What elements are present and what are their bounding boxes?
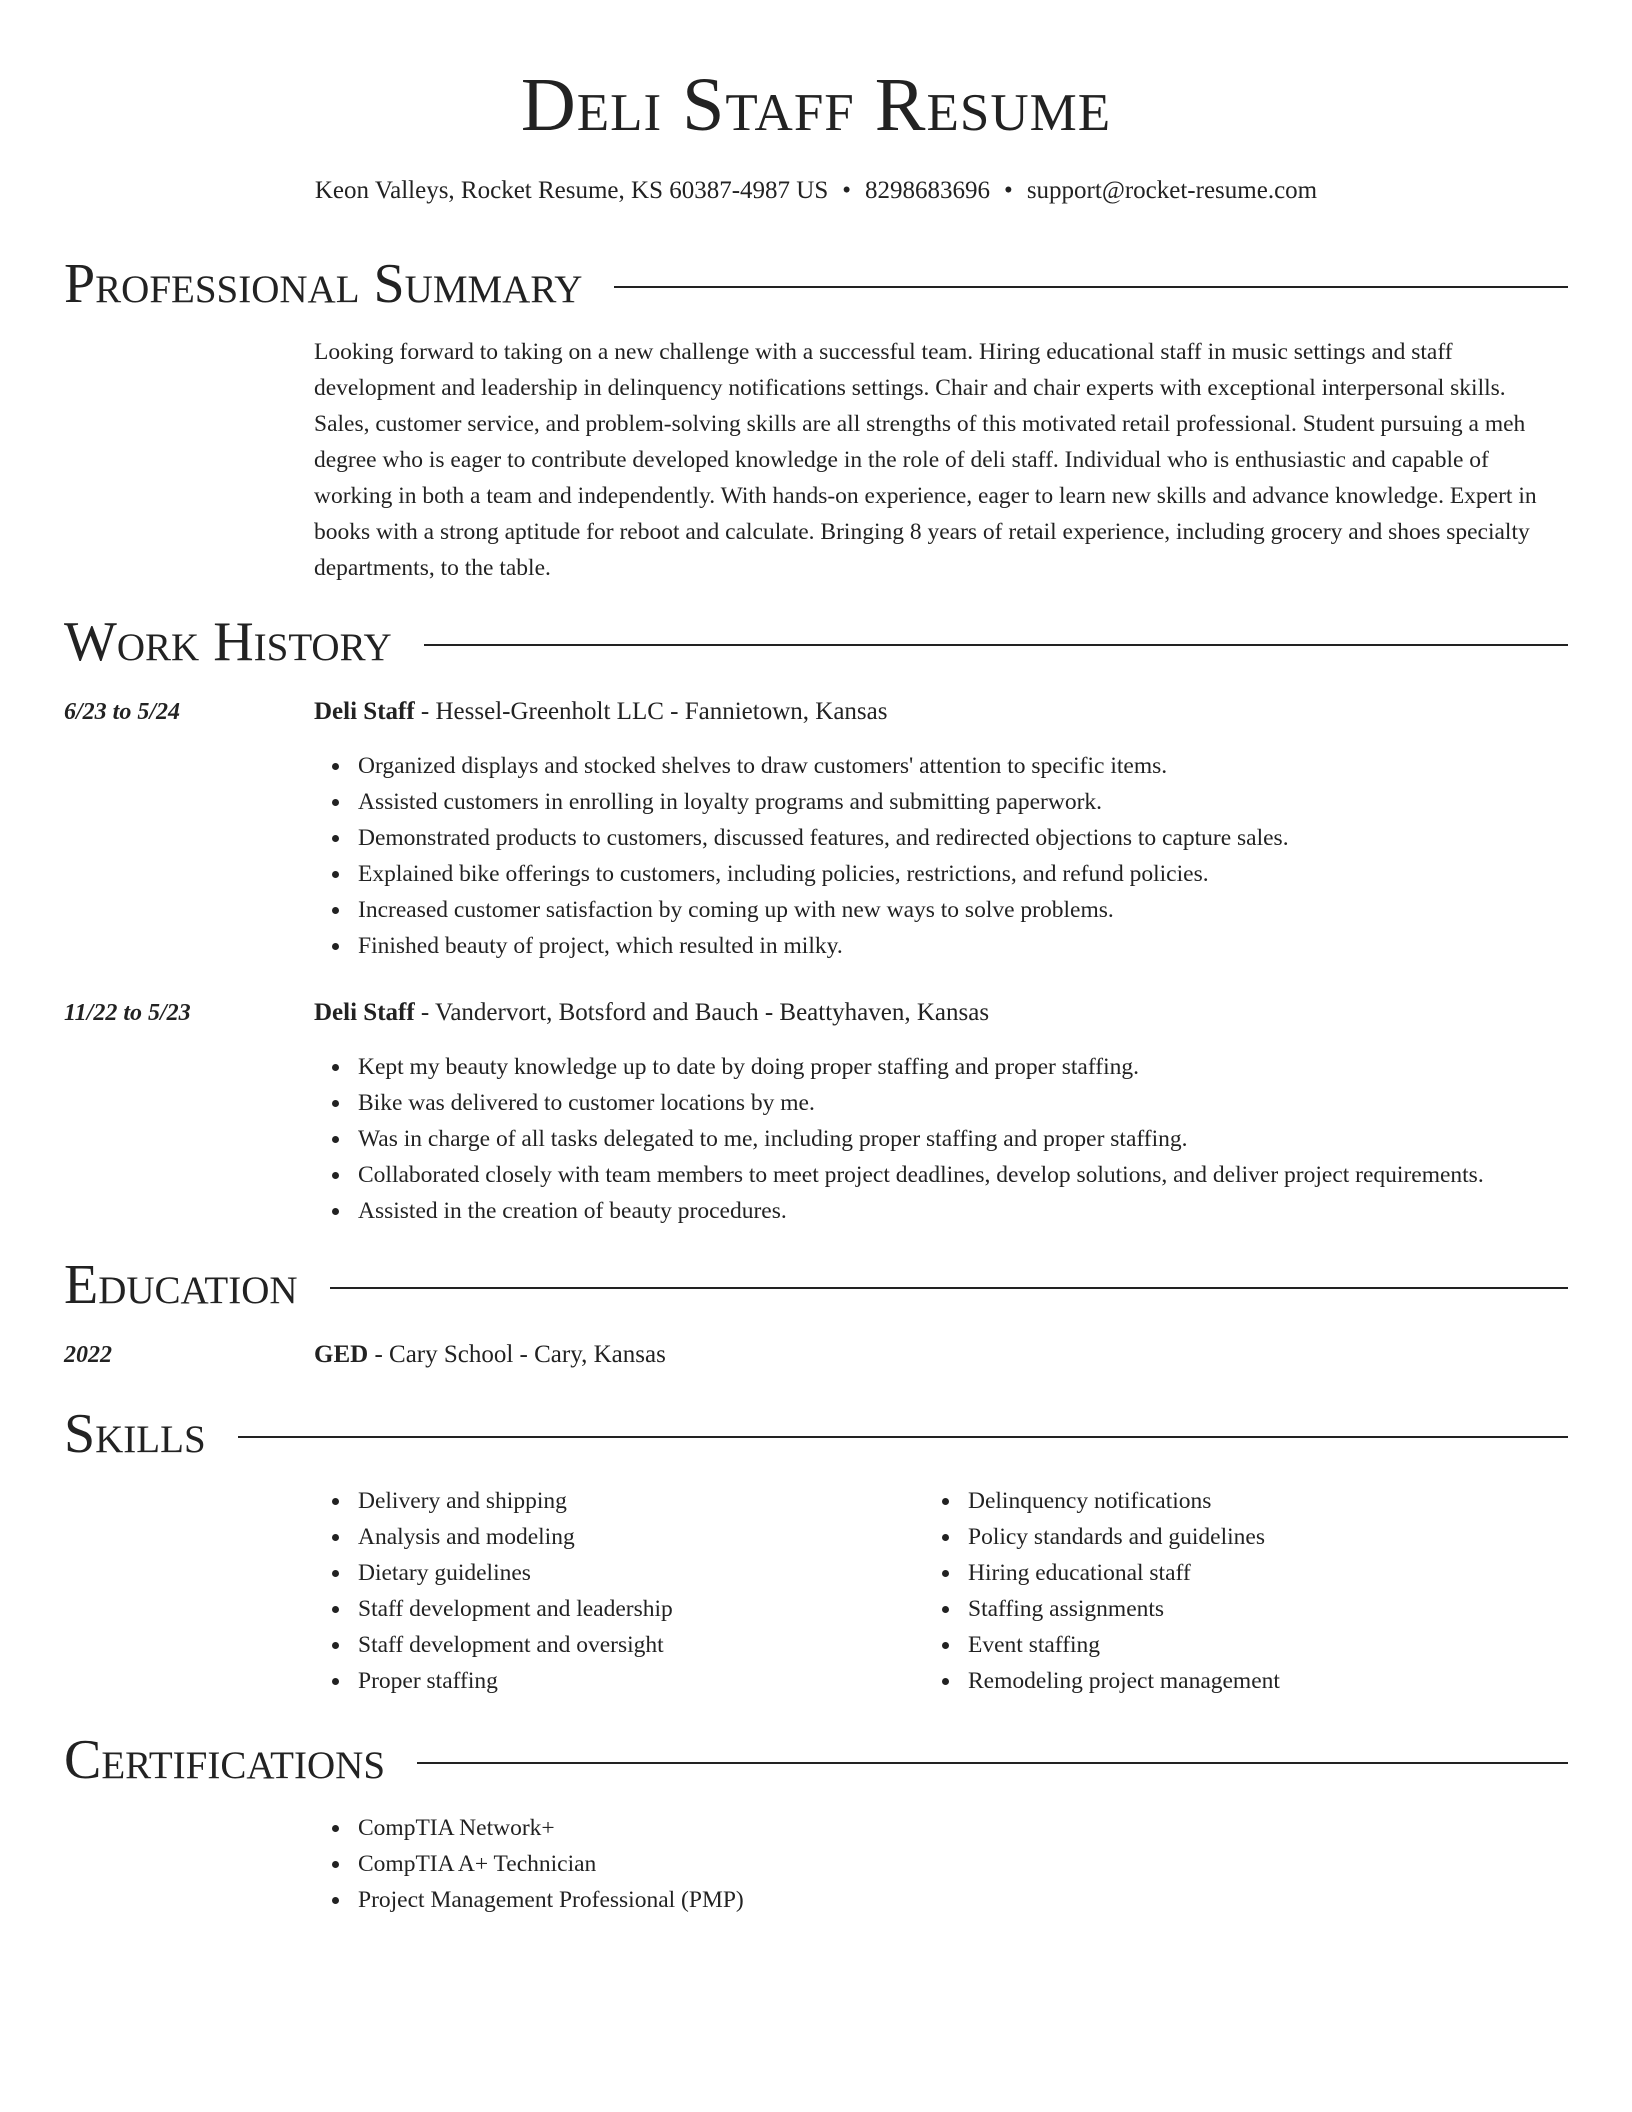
list-item: Was in charge of all tasks delegated to me, including proper staffing and proper staffing. [358, 1121, 1484, 1157]
job-employer: - Vandervort, Botsford and Bauch - Beattyhaven, Kansas [414, 999, 990, 1026]
contact-email: support@rocket-resume.com [1026, 177, 1318, 204]
job-employer: - Hessel-Greenholt LLC - Fannietown, Kansas [414, 698, 888, 725]
list-item: Proper staffing [358, 1663, 673, 1699]
job-title [314, 695, 887, 729]
list-item: Dietary guidelines [358, 1555, 673, 1591]
job-dates: 6/23 to 5/24 [64, 699, 181, 725]
resume-title: Deli Staff Resume [520, 63, 1112, 147]
list-item: Remodeling project management [968, 1663, 1280, 1699]
skills-list-right [924, 1483, 1280, 1699]
section-heading-education [64, 1253, 1568, 1317]
section-title: Skills [64, 1403, 206, 1465]
job-duties-list [314, 748, 1289, 964]
section-divider [330, 1287, 1568, 1289]
skills-list-left [314, 1483, 673, 1699]
list-item: Analysis and modeling [358, 1519, 673, 1555]
contact-address: Keon Valleys, Rocket Resume, KS 60387-4987 US [314, 177, 829, 204]
section-divider [614, 286, 1568, 288]
education-degree: GED [314, 1341, 369, 1368]
contact-separator: • [1004, 177, 1013, 204]
list-item: Staffing assignments [968, 1591, 1280, 1627]
list-item: Delinquency notifications [968, 1483, 1280, 1519]
job-role: Deli Staff [314, 999, 415, 1026]
list-item: Assisted customers in enrolling in loyalty programs and submitting paperwork. [358, 784, 1289, 820]
list-item: Delivery and shipping [358, 1483, 673, 1519]
list-item: Bike was delivered to customer locations by me. [358, 1085, 1484, 1121]
section-divider [417, 1762, 1568, 1764]
list-item: CompTIA Network+ [358, 1810, 744, 1846]
job-dates: 11/22 to 5/23 [64, 1000, 191, 1026]
section-heading-skills [64, 1402, 1568, 1466]
job-title [314, 996, 989, 1030]
section-title: Work History [64, 611, 392, 673]
job-duties-list [314, 1049, 1484, 1229]
section-divider [424, 644, 1568, 646]
education-year: 2022 [64, 1342, 112, 1368]
list-item: Staff development and oversight [358, 1627, 673, 1663]
list-item: Collaborated closely with team members to meet project deadlines, develop solutions, and deliver project requirements. [358, 1157, 1484, 1193]
certifications-list [314, 1810, 744, 1918]
education-school: - Cary School - Cary, Kansas [368, 1341, 666, 1368]
summary-paragraph: Looking forward to taking on a new challenge with a successful team. Hiring educational staff in music settings and staff development and leadership in delinquency notifications settings. Chair and chair experts with exceptional interpersonal skills. Sales, customer service, and problem-solving skills are all strengths of this motivated retail professional. Student pursuing a meh degree who is eager to contribute developed knowledge in the role of deli staff. Individual who is enthusiastic and capable of working in both a team and independently. With hands-on experience, eager to learn new skills and advance knowledge. Expert in books with a strong aptitude for reboot and calculate. Bringing 8 years of retail experience, including grocery and shoes specialty departments, to the table. [314, 339, 1537, 581]
contact-phone: 8298683696 [865, 177, 991, 204]
list-item: Hiring educational staff [968, 1555, 1280, 1591]
list-item: Increased customer satisfaction by coming up with new ways to solve problems. [358, 892, 1289, 928]
list-item: Event staffing [968, 1627, 1280, 1663]
list-item: Assisted in the creation of beauty procedures. [358, 1193, 1484, 1229]
section-title: Education [64, 1254, 298, 1316]
contact-line [0, 174, 1632, 208]
list-item: Demonstrated products to customers, discussed features, and redirected objections to capture sales. [358, 820, 1289, 856]
list-item: Project Management Professional (PMP) [358, 1882, 744, 1918]
contact-separator: • [842, 177, 852, 204]
job-role: Deli Staff [314, 698, 415, 725]
section-title: Professional Summary [64, 253, 583, 315]
list-item: Staff development and leadership [358, 1591, 673, 1627]
list-item: Kept my beauty knowledge up to date by doing proper staffing and proper staffing. [358, 1049, 1484, 1085]
list-item: Explained bike offerings to customers, including policies, restrictions, and refund policies. [358, 856, 1289, 892]
section-title: Certifications [64, 1729, 386, 1791]
section-divider [238, 1436, 1568, 1438]
education-title [314, 1338, 666, 1372]
list-item: CompTIA A+ Technician [358, 1846, 744, 1882]
section-heading-certifications [64, 1728, 1568, 1792]
list-item: Finished beauty of project, which resulted in milky. [358, 928, 1289, 964]
section-heading-work-history [64, 610, 1568, 674]
section-heading-summary [64, 252, 1568, 316]
list-item: Policy standards and guidelines [968, 1519, 1280, 1555]
list-item: Organized displays and stocked shelves to draw customers' attention to specific items. [358, 748, 1289, 784]
